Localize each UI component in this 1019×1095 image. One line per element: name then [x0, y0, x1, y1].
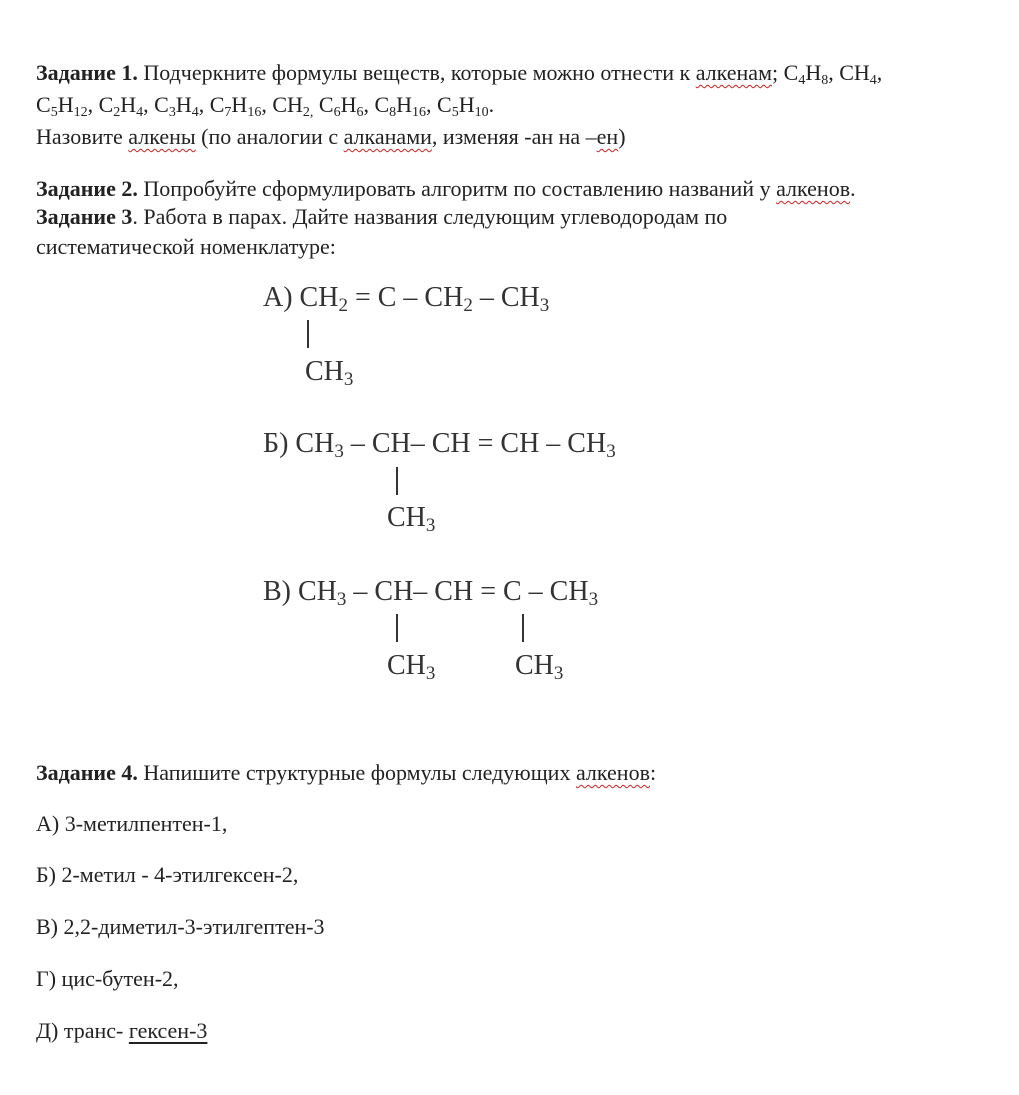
formula-c-branch-1: $CH_3$ — [387, 650, 436, 684]
task3-line1: Задание 3. Работа в парах. Дайте названия следующим углеводородам по — [36, 204, 728, 229]
task4-line: Задание 4. Напишите структурные формулы следующих алкенов: — [36, 760, 657, 785]
task1-line2: $C_5H_{12}$, $C_2H_4$, $C_3H_4$, $C_7H_{16}$, $CH_{2,}$ $C_6H_6$, $C_8H_{16}$, $C_5H_{10}$. — [36, 92, 495, 120]
task4-item-d: Г) цис-бутен-2, — [36, 966, 179, 991]
spell-alkenam: алкенам — [695, 60, 772, 85]
task2-line: Задание 2. Попробуйте сформулировать алгоритм по составлению названий у алкенов. — [36, 176, 856, 201]
task4-label: Задание 4. — [36, 760, 138, 785]
formula-b-branch: $CH_3$ — [387, 502, 436, 536]
formula-b-main: Б) $CH_3 - CH-$ CH = CH – $CH_3$ — [263, 428, 616, 462]
task2-label: Задание 2. — [36, 176, 138, 201]
formula-b-bond — [396, 467, 398, 495]
task3-line2: систематической номенклатуре: — [36, 234, 336, 259]
task4-item-b: Б) 2-метил - 4-этилгексен-2, — [36, 862, 299, 887]
task4-item-a: А) 3-метилпентен-1, — [36, 811, 228, 836]
task3-label: Задание 3 — [36, 204, 133, 229]
task4-item-e: Д) транс- гексен-3 — [36, 1018, 208, 1043]
task1-line3: Назовите алкены (по аналогии с алканами, изменяя -ан на –ен) — [36, 124, 626, 149]
task1-label: Задание 1. — [36, 60, 138, 85]
formula-a-branch: $CH_3$ — [305, 356, 354, 390]
formula-c-branch-2: $CH_3$ — [515, 650, 564, 684]
formula-c-bond-2 — [522, 614, 524, 642]
task4-item-c: В) 2,2-диметил-3-этилгептен-3 — [36, 914, 325, 939]
formula-a-bond — [307, 320, 309, 348]
task1-line1: Задание 1. Подчеркните формулы веществ, которые можно отнести к алкенам; $C_4H_8$, $CH_4$, — [36, 60, 883, 88]
underlined-hexene: гексен-3 — [128, 1018, 208, 1043]
formula-c-main: В) $CH_3 - CH-$ CH = C – $CH_3$ — [263, 576, 599, 610]
formula-a-main: А) $CH_2 = C - CH_2 - CH_3$ — [263, 282, 550, 316]
formula-c-bond-1 — [396, 614, 398, 642]
